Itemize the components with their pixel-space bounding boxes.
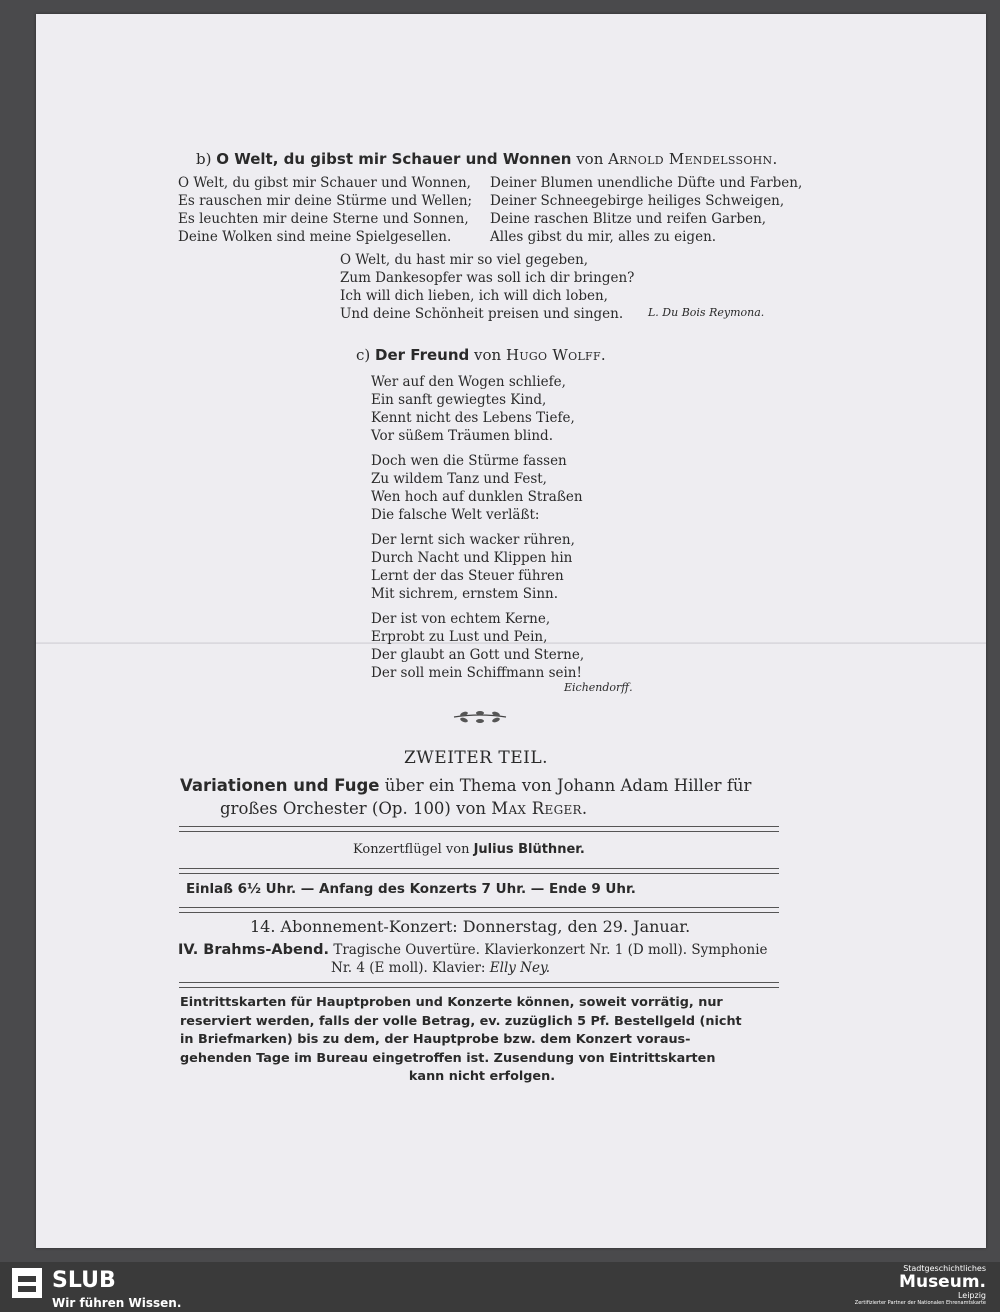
verse-line: Ich will dich lieben, ich will dich loben, — [340, 288, 608, 304]
verse-line: Vor süßem Träumen blind. — [371, 428, 553, 444]
piano-maker: Julius Blüthner. — [473, 842, 585, 857]
ticket-notice — [180, 994, 784, 1087]
verse-line: Der ist von echtem Kerne, — [371, 611, 551, 627]
verse-line: Deine raschen Blitze und reifen Garben, — [490, 211, 767, 227]
next-concert-program-line2-text: Nr. 4 (E moll). Klavier: — [331, 960, 486, 976]
verse-line: Mit sichrem, ernstem Sinn. — [371, 586, 559, 602]
divider — [179, 907, 779, 913]
verse-line: Wer auf den Wogen schliefe, — [371, 374, 566, 390]
section-c-poet: Eichendorff. — [564, 681, 633, 694]
notice-line: gehenden Tage im Bureau eingetroffen ist. Zusendung von Eintrittskarten — [180, 1050, 716, 1066]
part2-work-title: Variationen und Fuge — [180, 776, 380, 795]
part2-composer: Max Reger. — [491, 799, 588, 818]
museum-top: Stadtgeschichtliches — [903, 1264, 986, 1273]
next-concert-program-line2 — [331, 960, 550, 976]
verse-line: Ein sanft gewiegtes Kind, — [371, 392, 547, 408]
verse-line: Der lernt sich wacker rühren, — [371, 532, 575, 548]
verse-line: Die falsche Welt verläßt: — [371, 507, 540, 523]
section-c-title: Der Freund — [375, 346, 470, 364]
slub-tagline: Wir führen Wissen. — [52, 1296, 182, 1310]
verse-line: Deiner Blumen unendliche Düfte und Farben, — [490, 175, 803, 191]
stanza-3 — [371, 531, 575, 603]
verse-line: Durch Nacht und Klippen hin — [371, 550, 573, 566]
section-b-title: O Welt, du gibst mir Schauer und Wonnen — [216, 150, 572, 168]
piano-credit — [353, 842, 585, 857]
museum-note: Zertifizierter Partner der Nationalen Ehrenamtskarte — [854, 1300, 986, 1306]
part2-work-rest: über ein Thema von Johann Adam Hiller für — [384, 776, 752, 795]
verse-line: Der glaubt an Gott und Sterne, — [371, 647, 585, 663]
next-concert-program — [178, 942, 768, 958]
verse-line: Wen hoch auf dunklen Straßen — [371, 489, 583, 505]
museum-name: Museum. — [899, 1272, 986, 1292]
section-c-von: von — [474, 346, 502, 364]
section-b-left-column — [178, 174, 472, 246]
section-c-heading — [356, 346, 606, 364]
next-concert-program-line1: Tragische Ouvertüre. Klavierkonzert Nr. 1 (D moll). Symphonie — [333, 942, 768, 958]
document-page — [36, 14, 986, 1248]
section-c-letter: c) — [356, 346, 371, 364]
verse-line: Doch wen die Stürme fassen — [371, 453, 567, 469]
section-b-right-column — [490, 174, 802, 246]
stanza-2 — [371, 452, 583, 524]
verse-line: Zu wildem Tanz und Fest, — [371, 471, 547, 487]
concert-times: Einlaß 6½ Uhr. — Anfang des Konzerts 7 Uhr. — Ende 9 Uhr. — [186, 881, 636, 897]
verse-line: Zum Dankesopfer was soll ich dir bringen? — [340, 270, 635, 286]
next-concert-soloist: Elly Ney. — [489, 960, 551, 976]
verse-line: Es rauschen mir deine Stürme und Wellen; — [178, 193, 473, 209]
section-b-poet: L. Du Bois Reymona. — [648, 306, 765, 319]
divider — [179, 982, 779, 988]
notice-line: reserviert werden, falls der volle Betrag, ev. zuzüglich 5 Pf. Bestellgeld (nicht — [180, 1013, 742, 1029]
verse-line: Es leuchten mir deine Sterne und Sonnen, — [178, 211, 469, 227]
section-c-composer: Hugo Wolff. — [505, 346, 606, 364]
section-b-composer: Arnold Mendelssohn. — [608, 150, 778, 168]
verse-line: Deine Wolken sind meine Spielgesellen. — [178, 229, 452, 245]
part2-heading: ZWEITER TEIL. — [404, 748, 549, 768]
piano-prefix: Konzertflügel von — [353, 842, 470, 857]
next-concert-line: 14. Abonnement-Konzert: Donnerstag, den 29. Januar. — [250, 917, 691, 936]
verse-line: Erprobt zu Lust und Pein, — [371, 629, 548, 645]
verse-line: Der soll mein Schiffmann sein! — [371, 665, 582, 681]
next-concert-label: IV. Brahms-Abend. — [178, 942, 330, 958]
section-b-final-stanza — [340, 251, 634, 323]
notice-line: Eintrittskarten für Hauptproben und Konzerte können, soweit vorrätig, nur — [180, 995, 723, 1010]
museum-logo[interactable] — [855, 1264, 986, 1306]
verse-line: O Welt, du gibst mir Schauer und Wonnen, — [178, 175, 471, 191]
verse-line: Lernt der das Steuer führen — [371, 568, 564, 584]
part2-work-line2 — [220, 799, 587, 818]
verse-line: Deiner Schneegebirge heiliges Schweigen, — [490, 193, 785, 209]
notice-line: in Briefmarken) bis zu dem, der Hauptprobe bzw. dem Konzert voraus- — [180, 1032, 691, 1047]
verse-line: Kennt nicht des Lebens Tiefe, — [371, 410, 575, 426]
slub-logo-icon — [12, 1268, 42, 1298]
notice-line: kann nicht erfolgen. — [408, 1069, 556, 1084]
ornament-icon — [450, 708, 510, 726]
part2-work-line2-text: großes Orchester (Op. 100) von — [220, 799, 486, 818]
stanza-1 — [371, 373, 575, 445]
section-b-von: von — [576, 150, 604, 168]
museum-city: Leipzig — [957, 1291, 986, 1300]
verse-line: O Welt, du hast mir so viel gegeben, — [340, 252, 589, 268]
verse-line: Alles gibst du mir, alles zu eigen. — [490, 229, 717, 245]
part2-work-line1 — [180, 776, 751, 795]
divider — [179, 868, 779, 874]
section-b-letter: b) — [196, 150, 212, 168]
slub-wordmark: SLUB — [52, 1268, 116, 1293]
section-b-heading — [196, 150, 778, 168]
divider — [179, 826, 779, 832]
verse-line: Und deine Schönheit preisen und singen. — [340, 306, 624, 322]
stanza-4 — [371, 610, 584, 682]
